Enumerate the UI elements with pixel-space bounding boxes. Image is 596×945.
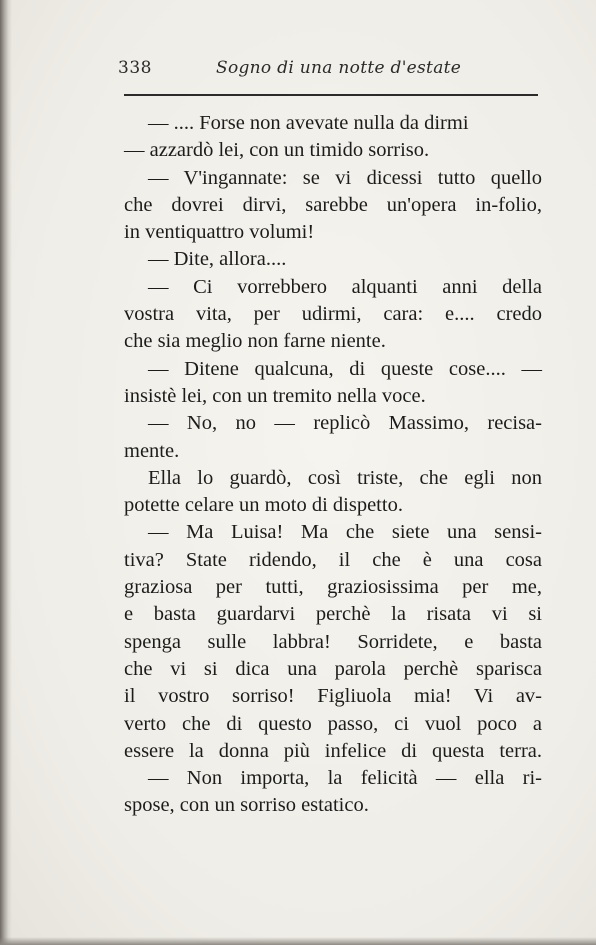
body-text <box>124 110 542 820</box>
text-line: — azzardò lei, con un timido sorriso. <box>124 139 430 162</box>
text-line: insistè lei, con un tremito nella voce. <box>124 384 426 407</box>
text-line: — Ditene qualcuna, di queste cose.... — <box>148 357 542 380</box>
text-line: Ella lo guardò, così triste, che egli non <box>148 466 542 489</box>
text-line: in ventiquattro volumi! <box>124 221 315 244</box>
text-line: il vostro sorriso! Figliuola mia! Vi av- <box>124 685 542 708</box>
text-line: graziosa per tutti, graziosissima per me, <box>124 576 542 599</box>
text-line: spenga sulle labbra! Sorridete, e basta <box>124 630 542 653</box>
text-line: che vi si dica una parola perchè sparisca <box>124 657 542 680</box>
text-line: vostra vita, per udirmi, cara: e.... credo <box>124 303 542 326</box>
text-line: che dovrei dirvi, sarebbe un'opera in-folio, <box>124 193 542 216</box>
page-spine-shadow <box>0 0 12 945</box>
text-line: — Non importa, la felicità — ella ri- <box>148 767 542 790</box>
text-line: e basta guardarvi perchè la risata vi si <box>124 603 542 626</box>
text-line: — V'ingannate: se vi dicessi tutto quello <box>148 166 542 189</box>
page-number: 338 <box>118 58 152 78</box>
text-line: mente. <box>124 439 180 462</box>
text-line: verto che di questo passo, ci vuol poco a <box>124 712 542 735</box>
text-line: potette celare un moto di dispetto. <box>124 494 403 517</box>
text-line: — Dite, allora.... <box>148 248 287 271</box>
text-line: — .... Forse non avevate nulla da dirmi <box>148 112 469 134</box>
text-line: tiva? State ridendo, il che è una cosa <box>124 548 542 571</box>
header-rule <box>124 94 538 96</box>
page-bottom-shadow <box>0 937 596 945</box>
text-line: — Ci vorrebbero alquanti anni della <box>148 275 542 298</box>
text-line: — No, no — replicò Massimo, recisa- <box>148 412 542 435</box>
running-title: Sogno di una notte d'estate <box>216 58 462 78</box>
text-line: che sia meglio non farne niente. <box>124 330 386 353</box>
text-line: essere la donna più infelice di questa terra. <box>124 739 542 762</box>
text-line: spose, con un sorriso estatico. <box>124 794 369 817</box>
page-header <box>118 58 538 88</box>
text-line: — Ma Luisa! Ma che siete una sensi- <box>148 521 542 544</box>
